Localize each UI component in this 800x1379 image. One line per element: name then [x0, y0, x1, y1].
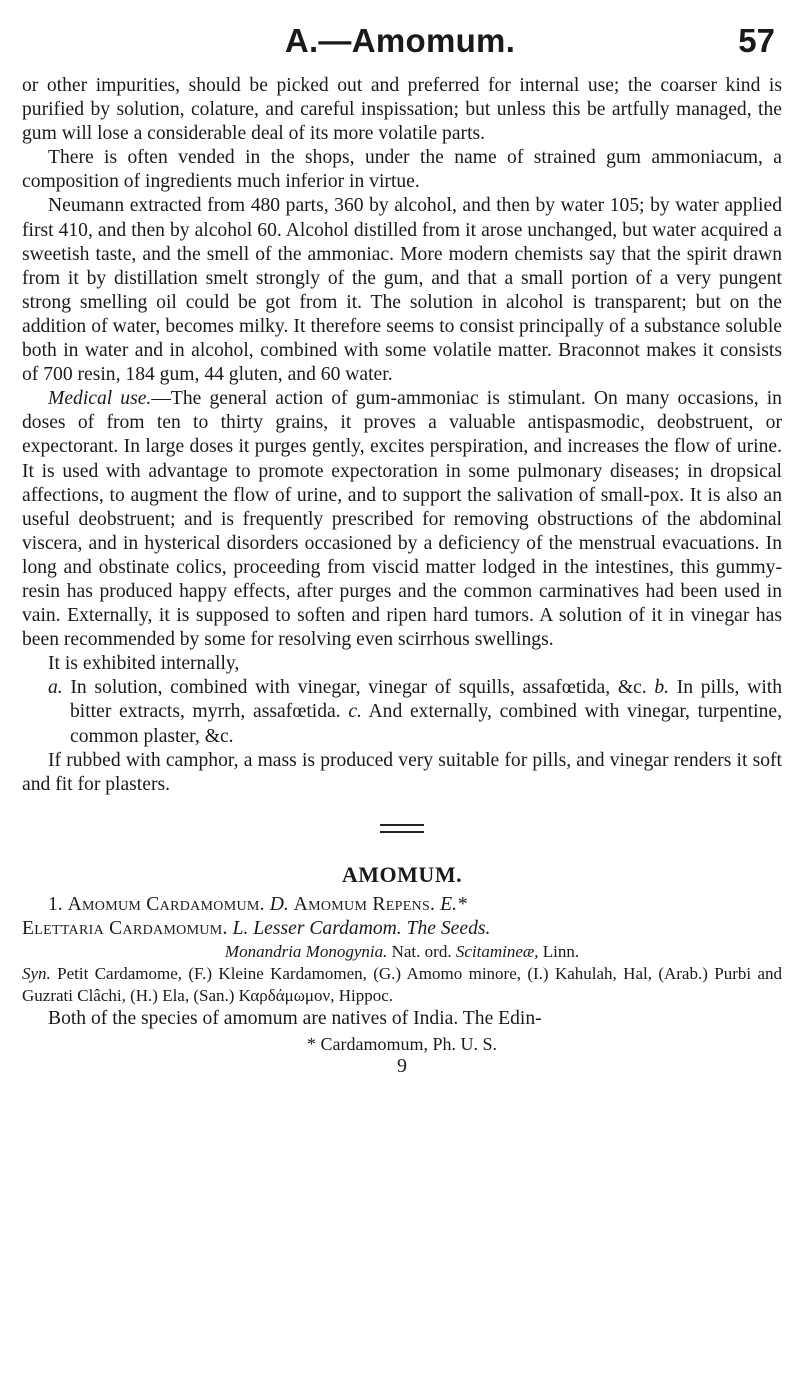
classification: [22, 941, 782, 963]
page-number: 57: [738, 22, 775, 59]
paragraph-strained-gum: There is often vended in the shops, under the name of strained gum ammoniacum, a composition of ingredients much inferior in virtue.: [22, 147, 782, 193]
synonyms-label: Syn.: [22, 964, 51, 984]
medical-use-text: —The general action of gum-ammoniac is stimulant. On many occasions, in doses of from ten to thirty grains, it proves a valuable antispasmodic, deobstruent, or expectorant. In large doses it purges gently, excites perspiration, and increases the flow of urine. It is used with advantage to promote expectoration in some pulmonary diseases; in dropsical affections, to augment the flow of urine, and to support the salivation of small-pox. It is also an useful deobstruent; and is frequently prescribed for removing obstructions of the abdominal viscera, and in hysterical disorders occasioned by a deficiency of the menstrual evacuations. In long and obstinate colics, proceeding from viscid matter lodged in the intestines, this gummy-resin has produced happy effects, after purges and the common carminatives had been used in vain. Externally, it is supposed to soften and ripen hard tumors. A solution of it in vinegar has been recommended by some for resolving even scirrhous swellings.: [22, 388, 782, 651]
entry-mark-e: E.*: [435, 893, 467, 915]
running-head: A.—Amomum.: [284, 22, 516, 59]
item-b-text: In pills, with bitter extracts, myrrh, assafœtida.: [70, 677, 782, 723]
item-c-letter: c.: [348, 701, 362, 723]
item-b-letter: b.: [654, 677, 670, 699]
page-body: [22, 74, 782, 1077]
page-header: [0, 22, 800, 62]
classification-class: Monandria Monogynia.: [224, 942, 388, 962]
classification-linn: Linn.: [538, 942, 580, 962]
signature-mark: 9: [397, 1055, 407, 1078]
classification-family: Scitamineæ,: [455, 942, 539, 962]
paragraph-medical-use: [22, 387, 782, 652]
paragraph-impurities: or other impurities, should be picked out and preferred for internal use; the coarser kind is purified by solution, colature, and careful inspissation; but unless this be artfully managed, the gum will lose a considerable deal of its more volatile parts.: [22, 75, 782, 145]
classification-ord: Nat. ord.: [387, 942, 456, 962]
exhibited-intro: It is exhibited internally,: [48, 653, 240, 675]
footnote: * Cardamomum, Ph. U. S.: [306, 1034, 497, 1055]
entry-number: 1.: [48, 893, 68, 915]
entry-name-london: Elettaria Cardamomum.: [22, 918, 228, 939]
entry-name-dublin: Amomum Cardamomum.: [67, 893, 265, 915]
paragraph-camphor: If rubbed with camphor, a mass is produced very suitable for pills, and vinegar renders it soft and fit for plasters.: [22, 749, 782, 795]
synonyms-text: Petit Cardamome, (F.) Kleine Kardamomen, (G.) Amomo minore, (I.) Kahulah, Hal, (Arab.) Purbi and Guzrati Clâchi, (H.) Ela, (San.) Καρδάμωμον, Hippoc.: [22, 964, 782, 1006]
medical-use-label: Medical use.: [48, 388, 152, 410]
section-title: AMOMUM.: [341, 861, 463, 887]
paragraph-neumann: Neumann extracted from 480 parts, 360 by alcohol, and then by water 105; by water applied first 410, and then by alcohol 60. Alcohol distilled from it arose unchanged, but water acquired a sweetish taste, and the smell of the ammoniac. More modern chemists say that the spirit drawn from it by distillation smelt strongly of the gum, and that a small portion of a very pungent strong smelling oil could be got from it. The solution in alcohol is transparent; but on the addition of water, becomes milky. It therefore seems to consist principally of a substance soluble both in water and in alcohol, combined with some volatile matter. Braconnot makes it consists of 700 resin, 184 gum, 44 gluten, and 60 water.: [22, 195, 782, 386]
entry-heading: [22, 893, 782, 917]
paragraph-natives: Both of the species of amomum are natives of India. The Edin-: [48, 1008, 542, 1030]
exhibited-list: [22, 676, 782, 748]
entry-mark-l: L.: [227, 918, 254, 939]
entry-common-name: Lesser Cardamom. The Seeds.: [253, 918, 491, 939]
item-a-text: In solution, combined with vinegar, vinegar of squills, assafœtida, &c.: [62, 677, 655, 699]
entry-mark-d: D.: [264, 893, 294, 915]
entry-heading-london: [22, 917, 782, 941]
entry-name-edinburgh: Amomum Repens.: [293, 893, 436, 915]
item-c-text: And externally, combined with vinegar, turpentine, common plaster, &c.: [70, 701, 782, 747]
section-divider: [380, 824, 424, 833]
item-a-letter: a.: [48, 677, 63, 699]
synonyms: [22, 963, 782, 1007]
